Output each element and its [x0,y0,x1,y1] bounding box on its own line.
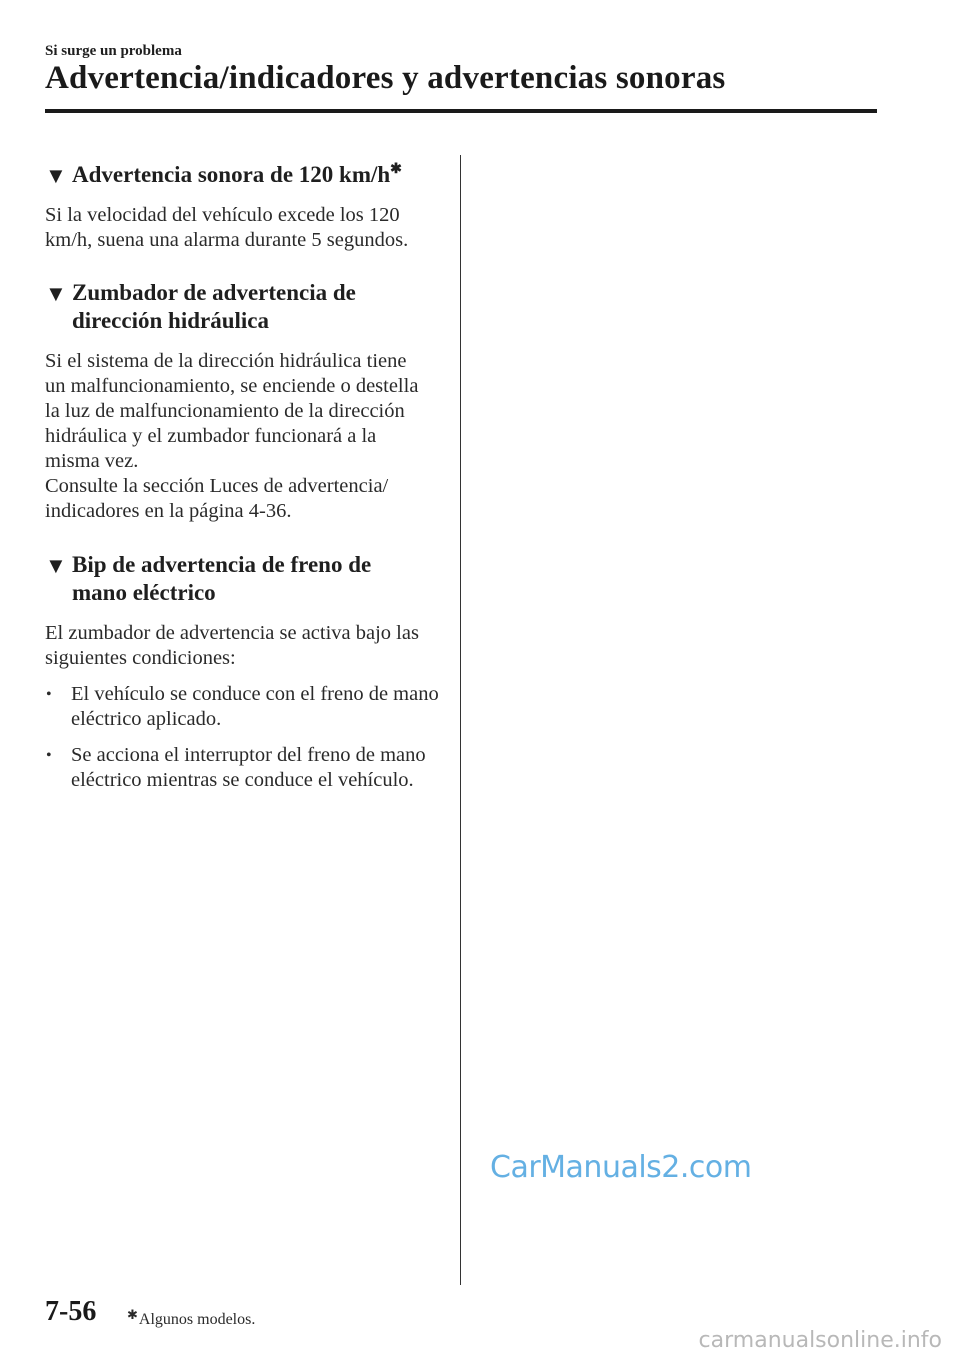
bullet-icon: • [46,747,52,764]
section-heading-line: Zumbador de advertencia de [72,280,356,305]
title-rule [45,109,877,113]
section-heading-text: Advertencia sonora de 120 km/h [72,162,391,187]
section-heading-line: Bip de advertencia de freno de [72,552,372,577]
paragraph: Si la velocidad del vehículo excede los 120 km/h, suena una alarma durante 5 segundos. [45,204,409,251]
page-number: 7-56 [45,1296,97,1327]
asterisk-icon: ✱ [127,1307,138,1322]
triangle-down-icon: ▼ [45,163,67,188]
list-item [45,743,441,793]
left-column [45,155,440,793]
triangle-down-icon: ▼ [45,553,67,578]
watermark-site: carmanualsonline.info [698,1328,942,1353]
section-heading-line: mano eléctrico [72,580,216,605]
paragraph: Si el sistema de la dirección hidráulica tiene un malfuncionamiento, se enciende o destella la luz de malfuncionamiento de la dirección hidráulica y el zumbador funcionará a la misma vez. [45,350,419,472]
asterisk-icon: ✱ [390,162,402,177]
paragraph: Consulte la sección Luces de advertencia/ indicadores en la página 4-36. [45,475,389,522]
bullet-list [45,682,440,793]
section-heading-line: dirección hidráulica [72,308,269,333]
triangle-down-icon: ▼ [45,281,67,306]
section-heading-electric-parking-brake [45,551,440,607]
footnote [127,1307,255,1329]
paragraph: El zumbador de advertencia se activa bajo las siguientes condiciones: [45,622,419,669]
watermark-carmanuals: CarManuals2.com [490,1150,752,1185]
list-item [45,682,441,732]
page-title: Advertencia/indicadores y advertencias sonoras [45,60,726,96]
bullet-icon: • [46,686,52,703]
list-item-text: El vehículo se conduce con el freno de mano eléctrico aplicado. [71,683,439,730]
list-item-text: Se acciona el interruptor del freno de mano eléctrico mientras se conduce el vehículo. [71,744,426,791]
footnote-text: Algunos modelos. [138,1311,256,1328]
section-heading-120kmh [45,161,440,189]
running-head: Si surge un problema [45,43,182,59]
column-divider [460,155,461,1285]
section-heading-power-steering [45,279,440,335]
